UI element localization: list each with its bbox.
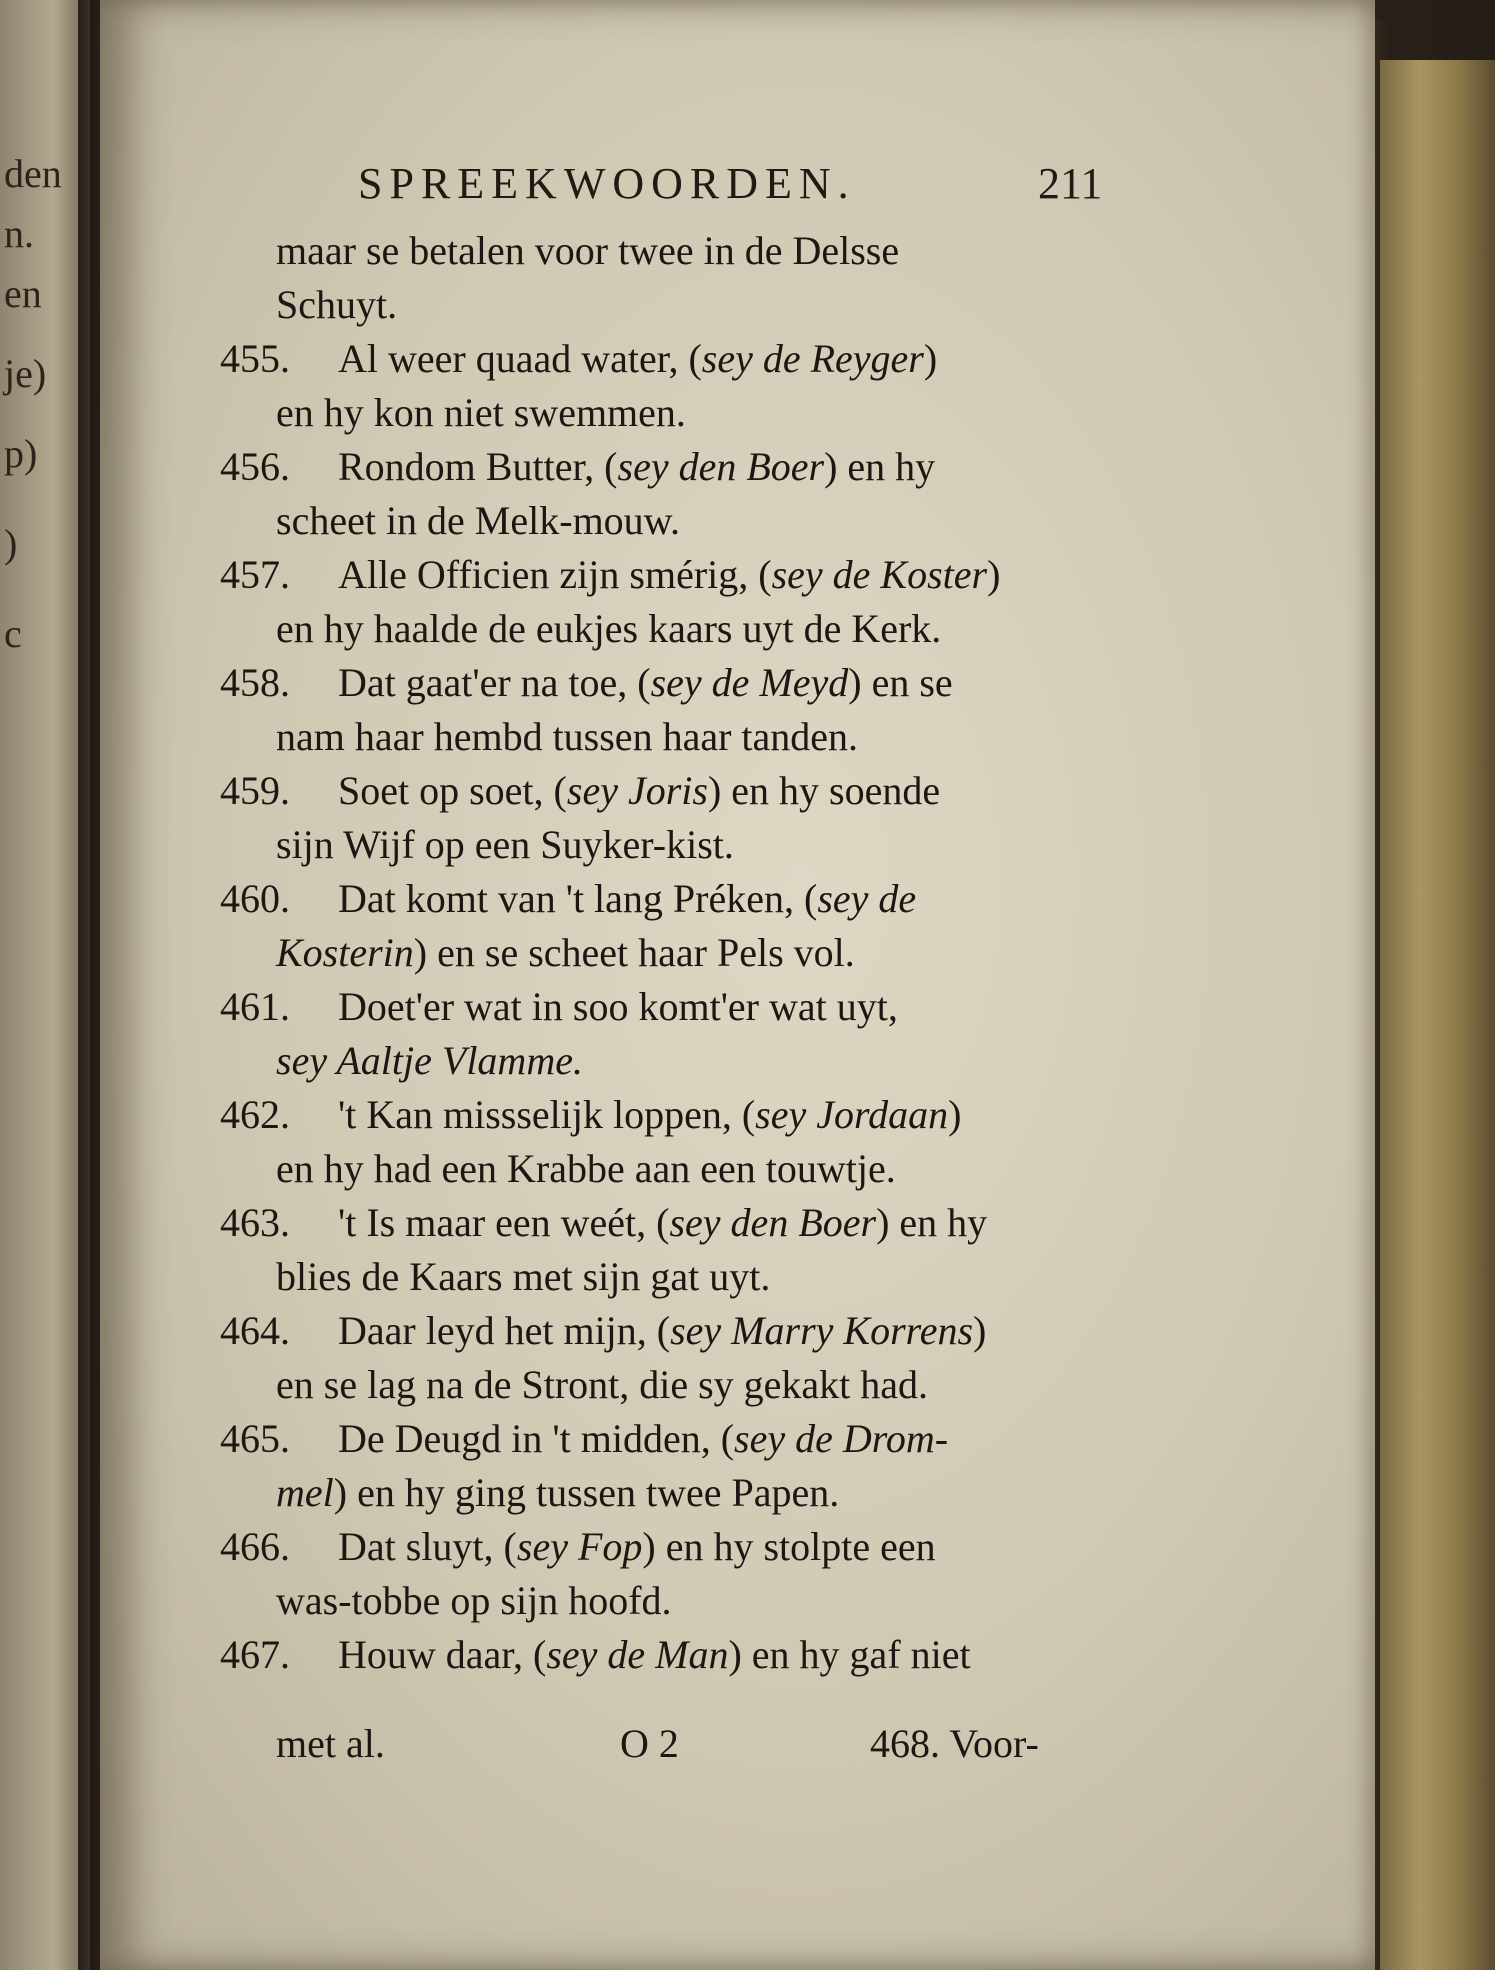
proverb-text-roman: Daar leyd het mijn, (: [338, 1308, 671, 1353]
proverb-number: 457.: [220, 552, 290, 597]
proverb-text-roman: en hy haalde de eukjes kaars uyt de Kerk.: [276, 606, 942, 651]
proverb-line: [100, 1034, 1375, 1088]
proverb-text: [276, 278, 397, 332]
proverb-text: [276, 818, 734, 872]
proverb-text-roman: blies de Kaars met sijn gat uyt.: [276, 1254, 771, 1299]
proverb-text: [338, 1196, 987, 1250]
proverb-line: [100, 278, 1375, 332]
proverb-speaker: sey Fop: [516, 1524, 643, 1569]
previous-page-strip: [0, 0, 90, 1970]
proverb-text: [276, 1142, 896, 1196]
proverb-line: [100, 1628, 1375, 1682]
proverb-number: 462.: [220, 1092, 290, 1137]
proverb-text-roman: De Deugd in 't midden, (: [338, 1416, 735, 1461]
proverb-line: [100, 764, 1375, 818]
proverb-text-roman-end: ) en hy ging tussen twee Papen.: [333, 1470, 840, 1515]
previous-page-text-fragment: en: [4, 271, 42, 316]
proverb-speaker: sey Jordaan: [755, 1092, 949, 1137]
proverb-line: [100, 224, 1375, 278]
proverb-line: [100, 494, 1375, 548]
proverb-text: [276, 386, 686, 440]
page-footer: [100, 1720, 1375, 1780]
proverb-line: [100, 872, 1375, 926]
proverb-speaker: sey Marry Korrens: [670, 1308, 974, 1353]
proverb-list: [100, 224, 1375, 1682]
proverb-text: [338, 440, 935, 494]
proverb-speaker: sey Aaltje Vlamme.: [276, 1038, 583, 1083]
proverb-text-roman-end: ): [987, 552, 1001, 597]
proverb-number: 464.: [220, 1308, 290, 1353]
proverb-line: [100, 818, 1375, 872]
proverb-line: [100, 1304, 1375, 1358]
proverb-speaker: sey den Boer: [669, 1200, 877, 1245]
proverb-text-roman: was-tobbe op sijn hoofd.: [276, 1578, 672, 1623]
proverb-text: [276, 1358, 928, 1412]
proverb-text: [338, 1520, 936, 1574]
proverb-speaker: sey Joris: [566, 768, 708, 813]
proverb-line: [100, 602, 1375, 656]
proverb-text-roman: Al weer quaad water, (: [338, 336, 702, 381]
proverb-line: [100, 1520, 1375, 1574]
proverb-line: [100, 1358, 1375, 1412]
proverb-text: [338, 1412, 948, 1466]
proverb-text: [276, 224, 899, 278]
proverb-line: [100, 1196, 1375, 1250]
page-number: 211: [1038, 159, 1103, 208]
proverb-text-roman-end: ) en hy: [824, 444, 936, 489]
proverb-text: [276, 1466, 839, 1520]
proverb-text-roman: scheet in de Melk-mouw.: [276, 498, 680, 543]
proverb-line: [100, 1088, 1375, 1142]
proverb-speaker: sey de Meyd: [650, 660, 849, 705]
proverb-text-roman: en hy kon niet swemmen.: [276, 390, 686, 435]
book-page: [100, 0, 1375, 1970]
proverb-text: [338, 548, 1000, 602]
proverb-text-roman-end: ) en hy soende: [707, 768, 941, 813]
proverb-number: 465.: [220, 1416, 290, 1461]
signature-mark: O 2: [620, 1721, 679, 1766]
book-binding-edge: [1380, 60, 1495, 1970]
proverb-text-roman: sijn Wijf op een Suyker-kist.: [276, 822, 734, 867]
proverb-text: [338, 656, 953, 710]
proverb-text-roman: en se lag na de Stront, die sy gekakt had.: [276, 1362, 929, 1407]
proverb-text-roman: Dat gaat'er na toe, (: [338, 660, 651, 705]
proverb-speaker: sey de: [817, 876, 917, 921]
proverb-text-roman-end: ) en hy gaf niet: [728, 1632, 971, 1677]
proverb-number: 467.: [220, 1632, 290, 1677]
proverb-text: [276, 602, 941, 656]
proverb-text-roman-end: ) en se: [848, 660, 953, 705]
proverb-text-roman: Houw daar, (: [338, 1632, 547, 1677]
proverb-line: [100, 1466, 1375, 1520]
proverb-speaker: sey de Man: [546, 1632, 729, 1677]
previous-page-text-fragment: je): [4, 351, 47, 396]
proverb-speaker: sey den Boer: [617, 444, 825, 489]
previous-page-text-fragment: c: [4, 611, 22, 656]
proverb-line: [100, 332, 1375, 386]
proverb-line: [100, 656, 1375, 710]
page-header: [100, 158, 1375, 218]
previous-page-text-fragment: n.: [4, 211, 34, 256]
proverb-text: [276, 710, 858, 764]
proverb-line: [100, 548, 1375, 602]
proverb-number: 459.: [220, 768, 290, 813]
proverb-text-roman: en hy had een Krabbe aan een touwtje.: [276, 1146, 896, 1191]
proverb-text-roman: Rondom Butter, (: [338, 444, 618, 489]
previous-page-text-fragment: p): [4, 431, 38, 476]
proverb-line: [100, 1574, 1375, 1628]
proverb-line: [100, 1250, 1375, 1304]
proverb-text-roman: Doet'er wat in soo komt'er wat uyt,: [338, 984, 898, 1029]
proverb-text-roman: maar se betalen voor twee in de Delsse: [276, 228, 900, 273]
proverb-number: 466.: [220, 1524, 290, 1569]
proverb-speaker: Kosterin: [276, 930, 414, 975]
proverb-text: [338, 872, 916, 926]
proverb-text-roman: Dat sluyt, (: [338, 1524, 517, 1569]
proverb-line: [100, 386, 1375, 440]
proverb-text-roman-end: ) en hy: [876, 1200, 988, 1245]
proverb-text-roman-end: ) en hy stolpte een: [642, 1524, 936, 1569]
previous-page-text-fragment: den: [4, 151, 62, 196]
proverb-text-roman: Dat komt van 't lang Préken, (: [338, 876, 818, 921]
proverb-text: [276, 1034, 583, 1088]
proverb-text-roman: 't Is maar een weét, (: [338, 1200, 670, 1245]
proverb-text: [338, 980, 898, 1034]
previous-page-text-fragment: ): [4, 521, 18, 566]
proverb-text: [338, 1088, 961, 1142]
proverb-line: [100, 440, 1375, 494]
proverb-text-roman-end: ) en se scheet haar Pels vol.: [413, 930, 855, 975]
proverb-speaker: mel: [276, 1470, 334, 1515]
proverb-number: 463.: [220, 1200, 290, 1245]
proverb-number: 456.: [220, 444, 290, 489]
proverb-line: [100, 980, 1375, 1034]
proverb-text: [338, 764, 940, 818]
proverb-number: 458.: [220, 660, 290, 705]
proverb-number: 461.: [220, 984, 290, 1029]
proverb-text-roman: 't Kan missselijk loppen, (: [338, 1092, 756, 1137]
proverb-text: [338, 332, 937, 386]
proverb-text: [276, 926, 855, 980]
proverb-line: [100, 1412, 1375, 1466]
proverb-line: [100, 1142, 1375, 1196]
proverb-text-roman: Soet op soet, (: [338, 768, 567, 813]
proverb-text-roman-end: ): [923, 336, 938, 381]
proverb-number: 460.: [220, 876, 290, 921]
catchword: 468. Voor-: [870, 1721, 1039, 1766]
proverb-text: [276, 494, 680, 548]
proverb-text-roman: Schuyt.: [276, 282, 398, 327]
running-title: SPREEKWOORDEN.: [358, 159, 856, 208]
proverb-text-roman-end: ): [948, 1092, 962, 1137]
proverb-speaker: sey de Reyger: [701, 336, 924, 381]
proverb-line: [100, 710, 1375, 764]
proverb-text: [276, 1574, 672, 1628]
proverb-speaker: sey de Drom-: [734, 1416, 949, 1461]
final-line-text: met al.: [276, 1721, 385, 1766]
proverb-text-roman-end: ): [973, 1308, 987, 1353]
proverb-text-roman: nam haar hembd tussen haar tanden.: [276, 714, 859, 759]
proverb-text: [338, 1628, 971, 1682]
proverb-speaker: sey de Koster: [771, 552, 988, 597]
proverb-line: [100, 926, 1375, 980]
proverb-number: 455.: [220, 336, 290, 381]
proverb-text-roman: Alle Officien zijn smérig, (: [338, 552, 772, 597]
proverb-text: [276, 1250, 770, 1304]
proverb-text: [338, 1304, 986, 1358]
